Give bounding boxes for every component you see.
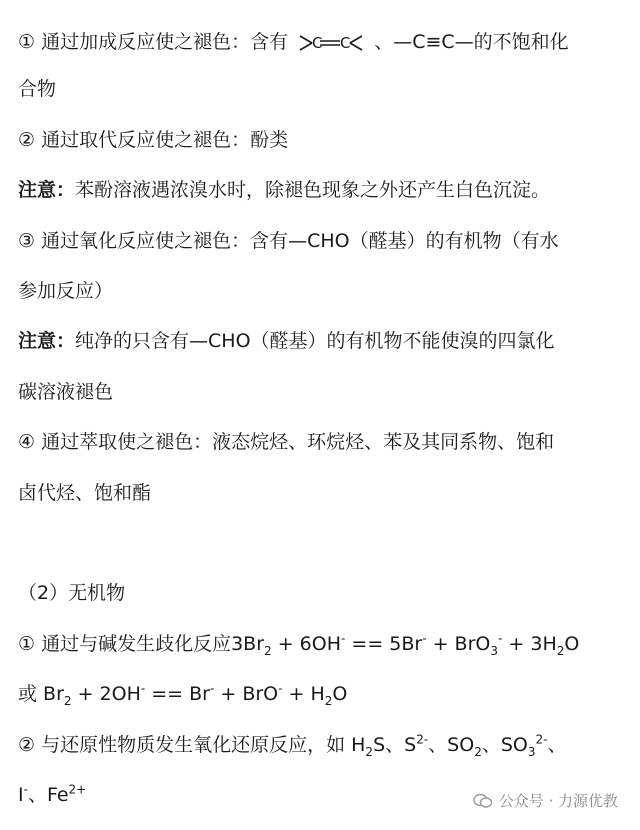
- note-label: 注意：: [18, 179, 76, 201]
- item-number: ④: [18, 431, 36, 453]
- item-number: ①: [18, 31, 36, 53]
- watermark-text: 公众号 · 力源优教: [498, 792, 618, 810]
- line-text: 、: [547, 734, 567, 756]
- line-text: + BrO: [214, 683, 279, 705]
- svg-text:C: C: [340, 33, 351, 52]
- line-text: 与还原性物质发生氧化还原反应，如 H: [41, 734, 366, 756]
- line-text: 或 Br: [18, 683, 64, 705]
- line-6: 参加反应）: [18, 280, 114, 302]
- superscript: -: [278, 681, 283, 696]
- line-text: 、SO: [481, 734, 528, 756]
- line-12: [18, 632, 632, 656]
- subscript: 2: [365, 744, 374, 759]
- line-9: [18, 430, 632, 454]
- line-10: 卤代烃、饱和酯: [18, 482, 152, 504]
- superscript: 2-: [535, 732, 548, 747]
- item-number: ①: [18, 633, 36, 655]
- line-text: I: [18, 784, 24, 806]
- line-text: 通过取代反应使之褪色：酚类: [41, 129, 289, 151]
- line-text: + BrO: [426, 633, 491, 655]
- section-heading: （2）无机物: [18, 582, 126, 604]
- line-5: [18, 229, 632, 253]
- subscript: 2: [556, 643, 565, 658]
- item-number: ②: [18, 734, 36, 756]
- alkene-double-bond-icon: [296, 32, 366, 54]
- line-4: [18, 178, 632, 202]
- line-text: 通过与碱发生歧化反应3Br: [41, 633, 265, 655]
- line-text: == 5Br: [345, 633, 423, 655]
- item-number: ②: [18, 129, 36, 151]
- superscript: -: [140, 681, 146, 696]
- line-1: [18, 30, 632, 54]
- superscript: -: [23, 782, 28, 797]
- line-text: S、S: [373, 734, 417, 756]
- line-3: [18, 128, 632, 152]
- line-text: + H: [282, 683, 325, 705]
- line-text: + 2OH: [71, 683, 141, 705]
- subscript: 2: [63, 693, 72, 708]
- line-7: [18, 329, 632, 353]
- watermark: [473, 790, 618, 811]
- subscript: 2: [474, 744, 482, 759]
- superscript: 2+: [68, 782, 87, 797]
- line-14: [18, 733, 632, 757]
- subscript: 2: [264, 643, 272, 658]
- line-text: O: [564, 633, 580, 655]
- superscript: -: [341, 631, 346, 646]
- line-text: O: [332, 683, 348, 705]
- line-text: 纯净的只含有—CHO（醛基）的有机物不能使溴的四氯化: [75, 330, 555, 352]
- subscript: 3: [490, 643, 499, 658]
- line-text: 通过加成反应使之褪色：含有: [41, 31, 289, 53]
- superscript: 2-: [416, 732, 429, 747]
- subscript: 3: [527, 744, 536, 759]
- line-text: 、—C≡C—的不饱和化: [374, 31, 569, 53]
- line-text: + 3H: [502, 633, 557, 655]
- line-8: 碳溶液褪色: [18, 381, 114, 403]
- line-text: 、Fe: [27, 784, 69, 806]
- note-label: 注意：: [18, 330, 76, 352]
- wechat-icon: [473, 793, 493, 809]
- item-number: ③: [18, 230, 36, 252]
- line-2: 合物: [18, 78, 57, 100]
- line-13: [18, 682, 632, 706]
- line-text: 苯酚溶液遇浓溴水时，除褪色现象之外还产生白色沉淀。: [75, 179, 551, 201]
- svg-text:C: C: [312, 33, 323, 52]
- superscript: -: [422, 631, 427, 646]
- line-text: 通过萃取使之褪色：液态烷烃、环烷烃、苯及其同系物、饱和: [41, 431, 555, 453]
- line-text: + 6OH: [271, 633, 342, 655]
- line-text: 通过氧化反应使之褪色：含有—CHO（醛基）的有机物（有水: [41, 230, 559, 252]
- line-text: 、SO: [428, 734, 475, 756]
- line-text: == Br: [145, 683, 210, 705]
- subscript: 2: [324, 693, 333, 708]
- superscript: -: [498, 631, 503, 646]
- superscript: -: [209, 681, 215, 696]
